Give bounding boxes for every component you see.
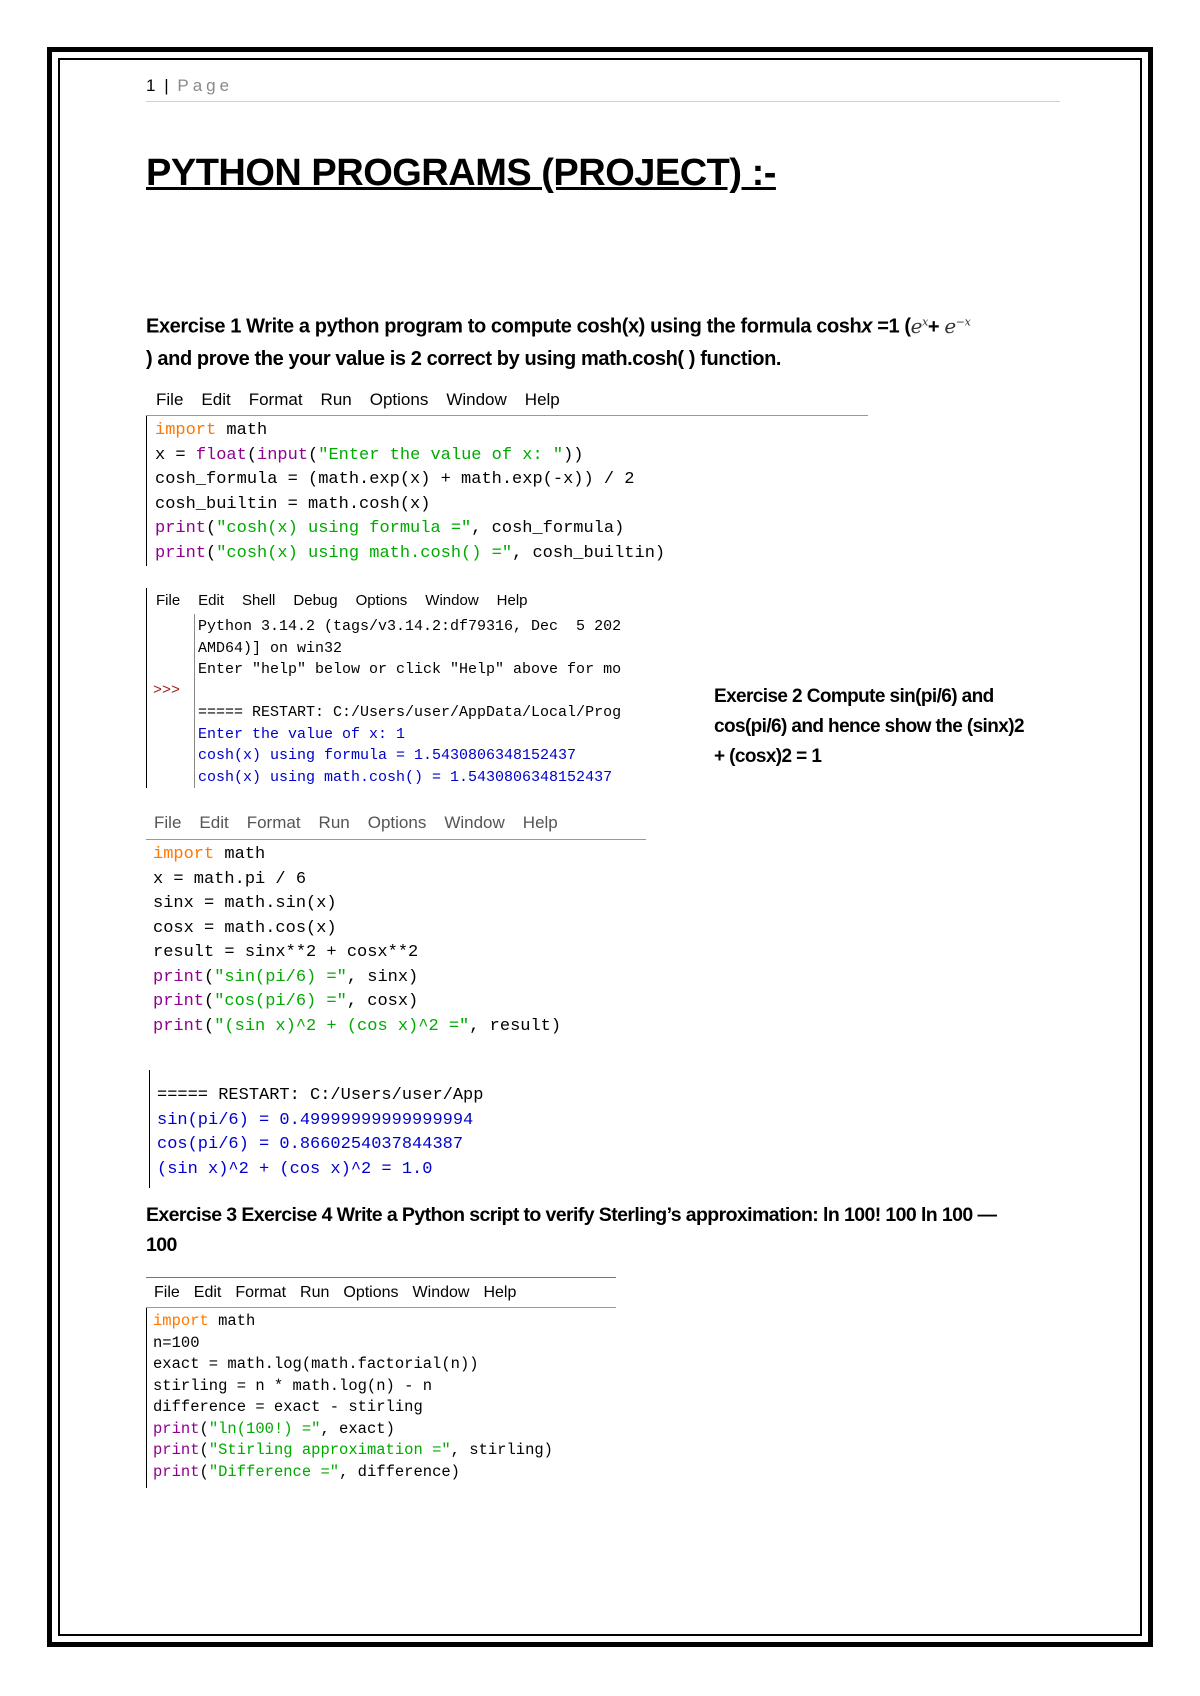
menu-debug[interactable]: Debug xyxy=(293,592,338,609)
page-header xyxy=(146,76,233,96)
menu-format[interactable]: Format xyxy=(235,1284,287,1301)
menu-run[interactable]: Run xyxy=(300,1284,330,1301)
shell-line: Python 3.14.2 (tags/v3.14.2:df79316, Dec 5 202 xyxy=(198,618,622,635)
shell-line: (sin x)^2 + (cos x)^2 = 1.0 xyxy=(157,1159,433,1179)
menu-edit[interactable]: Edit xyxy=(201,390,231,409)
code-line: print("sin(pi/6) =", sinx) xyxy=(153,967,419,987)
exercise-2-text xyxy=(714,682,1024,772)
header-rule xyxy=(146,101,1060,102)
shell-line: Enter the value of x: 1 xyxy=(198,725,406,743)
shell-1-menubar xyxy=(156,592,546,609)
menu-options[interactable]: Options xyxy=(355,592,408,609)
shell-line: cosh(x) using math.cosh() = 1.5430806348152437 xyxy=(198,768,613,786)
menu-window[interactable]: Window xyxy=(446,390,507,409)
editor-1-left-edge xyxy=(146,416,147,566)
menu-help[interactable]: Help xyxy=(496,592,528,609)
menu-edit[interactable]: Edit xyxy=(193,1284,222,1301)
page-word: Page xyxy=(177,76,234,95)
menu-help[interactable]: Help xyxy=(524,390,560,409)
shell-line: Enter "help" below or click "Help" above for mo xyxy=(198,661,622,678)
exercise-1-line-1: Exercise 1 Write a python program to compute cosh(x) using the formula coshx =1 ($e^x+ e^{-x}$ xyxy=(146,313,971,338)
menu-format[interactable]: Format xyxy=(246,813,301,832)
code-line: cosh_builtin = math.cosh(x) xyxy=(155,494,431,514)
editor-1-code xyxy=(155,419,665,566)
code-line: sinx = math.sin(x) xyxy=(153,894,337,913)
menu-file[interactable]: File xyxy=(154,1284,180,1301)
shell-2-left-edge xyxy=(149,1070,150,1188)
exercise-2-line-3: + (cosx)2 = 1 xyxy=(714,746,822,767)
code-line: n=100 xyxy=(153,1333,200,1352)
menu-file[interactable]: File xyxy=(156,592,181,609)
shell-1-left-edge xyxy=(146,588,147,788)
exercise-2-line-1: Exercise 2 Compute sin(pi/6) and xyxy=(714,686,994,707)
code-line: x = float(input("Enter the value of x: ")) xyxy=(155,445,584,465)
code-line: print("Difference =", difference) xyxy=(153,1462,460,1481)
page-separator: | xyxy=(164,76,170,95)
exercise-3-line-2: 100 xyxy=(146,1234,177,1256)
shell-2-output xyxy=(157,1084,483,1182)
menu-window[interactable]: Window xyxy=(412,1284,470,1301)
menu-run[interactable]: Run xyxy=(318,813,350,832)
exercise-2-line-2: cos(pi/6) and hence show the (sinx)2 xyxy=(714,716,1024,737)
menu-options[interactable]: Options xyxy=(369,390,429,409)
shell-line: cos(pi/6) = 0.8660254037844387 xyxy=(157,1135,464,1154)
code-line: cosh_formula = (math.exp(x) + math.exp(-x)) / 2 xyxy=(155,470,635,489)
editor-1-menu-rule xyxy=(146,415,868,416)
menu-file[interactable]: File xyxy=(154,813,182,832)
code-line: difference = exact - stirling xyxy=(153,1398,423,1416)
code-line: cosx = math.cos(x) xyxy=(153,918,337,938)
menu-format[interactable]: Format xyxy=(248,390,303,409)
code-line: print("cos(pi/6) =", cosx) xyxy=(153,992,419,1011)
code-line: exact = math.log(math.factorial(n)) xyxy=(153,1355,479,1373)
formula: $e^x+ e^{-x}$ xyxy=(910,313,971,338)
exercise-3-text xyxy=(146,1200,1086,1260)
exercise-1-line-2: ) and prove the your value is 2 correct by using math.cosh( ) function. xyxy=(146,347,782,370)
shell-1-output xyxy=(198,616,696,788)
menu-window[interactable]: Window xyxy=(425,592,479,609)
code-line: print("cosh(x) using formula =", cosh_formula) xyxy=(155,519,625,538)
exercise-1-text xyxy=(146,306,1066,375)
code-line: stirling = n * math.log(n) - n xyxy=(153,1376,433,1395)
editor-3-menubar xyxy=(154,1284,530,1302)
menu-help[interactable]: Help xyxy=(522,813,558,832)
editor-2-menubar xyxy=(154,813,576,833)
menu-options[interactable]: Options xyxy=(367,813,427,832)
code-line: print("(sin x)^2 + (cos x)^2 =", result) xyxy=(153,1016,562,1036)
code-line: result = sinx**2 + cosx**2 xyxy=(153,943,419,962)
code-line: import math xyxy=(155,421,268,440)
shell-line xyxy=(198,681,696,703)
shell-line: ===== RESTART: C:/Users/user/AppData/Local/Prog xyxy=(198,704,622,721)
editor-2-menu-rule xyxy=(146,839,646,840)
editor-2-code xyxy=(153,843,561,1039)
code-line: print("cosh(x) using math.cosh() =", cosh_builtin) xyxy=(155,543,666,563)
editor-3-code xyxy=(153,1311,553,1483)
shell-line: cosh(x) using formula = 1.5430806348152437 xyxy=(198,747,577,764)
editor-1-menubar xyxy=(156,390,578,410)
menu-file[interactable]: File xyxy=(156,390,184,409)
shell-1-prompt: >>> xyxy=(153,682,181,699)
shell-line: ===== RESTART: C:/Users/user/App xyxy=(157,1086,484,1105)
menu-run[interactable]: Run xyxy=(320,390,352,409)
shell-line: sin(pi/6) = 0.49999999999999994 xyxy=(157,1110,474,1130)
editor-3-top-rule xyxy=(146,1277,616,1278)
page-title: PYTHON PROGRAMS (PROJECT) :- xyxy=(146,152,776,194)
code-line: print("Stirling approximation =", stirling) xyxy=(153,1441,553,1459)
menu-options[interactable]: Options xyxy=(343,1284,399,1301)
shell-1-gutter xyxy=(194,614,195,788)
shell-line: AMD64)] on win32 xyxy=(198,639,343,657)
menu-shell[interactable]: Shell xyxy=(242,592,276,609)
page-number: 1 xyxy=(146,76,157,95)
menu-window[interactable]: Window xyxy=(444,813,505,832)
exercise-3-line-1: Exercise 3 Exercise 4 Write a Python script to verify Sterling’s approximation: ln 100! 100 ln 100 — xyxy=(146,1204,997,1226)
code-line: x = math.pi / 6 xyxy=(153,869,307,889)
editor-3-left-edge xyxy=(146,1308,147,1488)
menu-help[interactable]: Help xyxy=(483,1284,517,1301)
code-line: print("ln(100!) =", exact) xyxy=(153,1419,395,1438)
menu-edit[interactable]: Edit xyxy=(198,592,225,609)
code-line: import math xyxy=(153,845,266,864)
menu-edit[interactable]: Edit xyxy=(199,813,229,832)
editor-3-menu-rule xyxy=(146,1307,616,1308)
code-line: import math xyxy=(153,1312,256,1330)
